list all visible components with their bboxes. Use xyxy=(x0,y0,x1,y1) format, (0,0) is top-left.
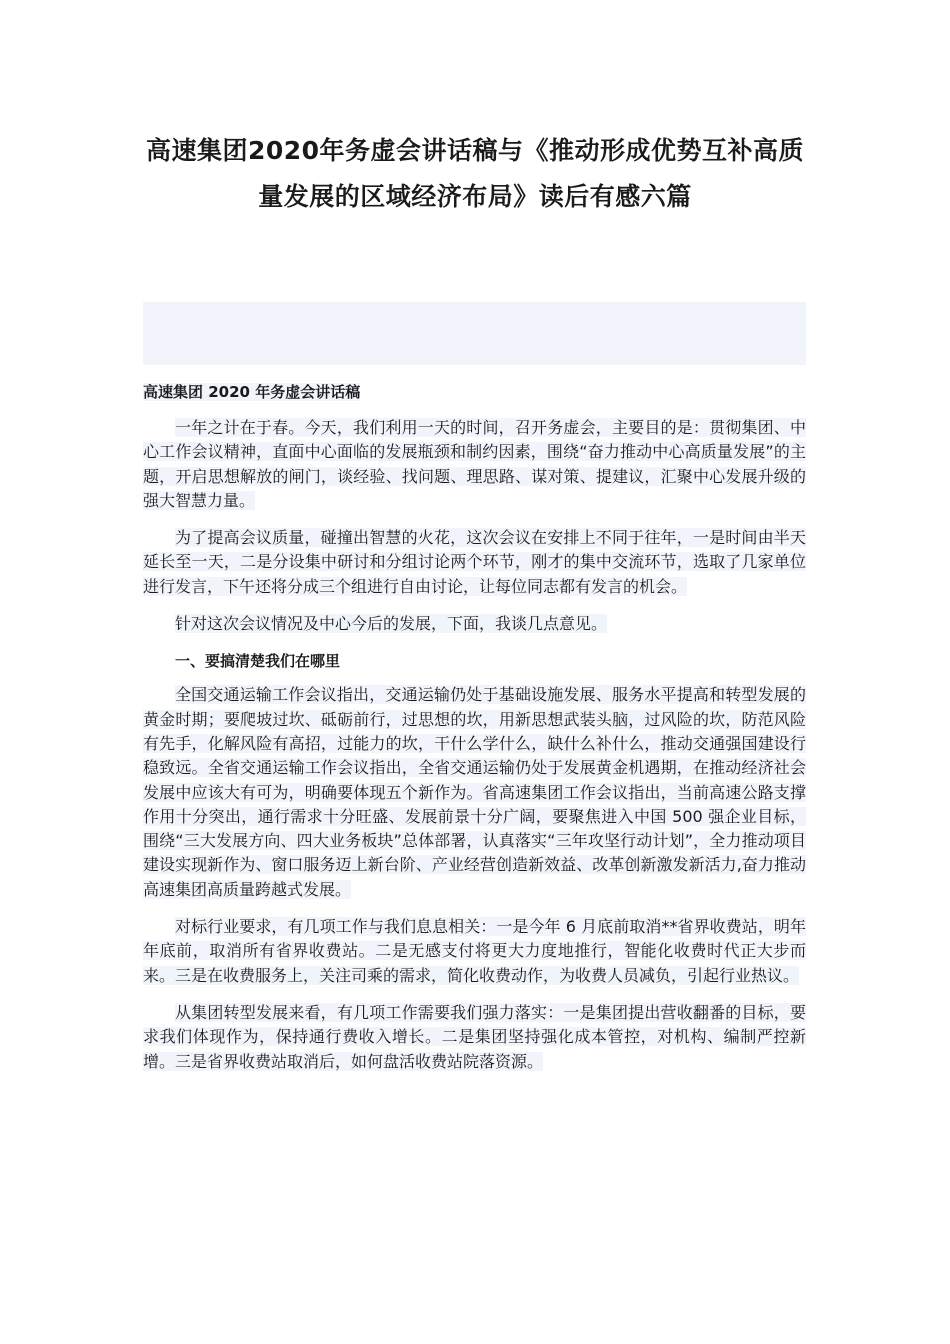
section-heading: 高速集团 2020 年务虚会讲话稿 xyxy=(143,383,361,401)
paragraph-3: 针对这次会议情况及中心今后的发展，下面，我谈几点意见。 xyxy=(175,614,608,634)
paragraph-1: 一年之计在于春。今天，我们利用一天的时间，召开务虚会，主要目的是：贯彻集团、中心工作会议精神，直面中心面临的发展瓶颈和制约因素，围绕“奋力推动中心高质量发展”的主题，开启思想解放的闸门，谈经验、找问题、理思路、谋对策、提建议，汇聚中心发展升级的强大智慧力量。 xyxy=(143,418,806,510)
page-title: 高速集团2020年务虚会讲话稿与《推动形成优势互补高质量发展的区域经济布局》读后有感六篇 xyxy=(145,136,805,211)
document-body xyxy=(143,380,806,1087)
paragraph-2: 为了提高会议质量，碰撞出智慧的火花，这次会议在安排上不同于往年，一是时间由半天延长至一天，二是分设集中研讨和分组讨论两个环节，刚才的集中交流环节，选取了几家单位进行发言，下午还将分成三个组进行自由讨论，让每位同志都有发言的机会。 xyxy=(143,528,806,596)
sub-heading-1: 一、要搞清楚我们在哪里 xyxy=(175,652,341,671)
paragraph-4: 全国交通运输工作会议指出，交通运输仍处于基础设施发展、服务水平提高和转型发展的黄金时期；要爬坡过坎、砥砺前行，过思想的坎，用新思想武装头脑，过风险的坎，防范风险有先手，化解风险有高招，过能力的坎，干什么学什么，缺什么补什么，推动交通强国建设行稳致远。全省交通运输工作会议指出，全省交通运输仍处于发展黄金机遇期，在推动经济社会发展中应该大有可为，明确要体现五个新作为。省高速集团工作会议指出，当前高速公路支撑作用十分突出，通行需求十分旺盛、发展前景十分广阔，要聚焦进入中国 500 强企业目标，围绕“三大发展方向、四大业务板块”总体部署，认真落实“三年攻坚行动计划”，全力推动项目建设实现新作为、窗口服务迈上新台阶、产业经营创造新效益、改革创新激发新活力,奋力推动高速集团高质量跨越式发展。 xyxy=(143,685,806,899)
paragraph-6: 从集团转型发展来看，有几项工作需要我们强力落实：一是集团提出营收翻番的目标，要求我们体现作为，保持通行费收入增长。二是集团坚持强化成本管控，对机构、编制严控新增。三是省界收费站取消后，如何盘活收费站院落资源。 xyxy=(143,1002,806,1071)
paragraph-5: 对标行业要求，有几项工作与我们息息相关：一是今年 6 月底前取消**省界收费站，明年年底前，取消所有省界收费站。二是无感支付将更大力度地推行，智能化收费时代正大步而来。三是在收费服务上，关注司乘的需求，简化收费动作，为收费人员减负，引起行业热议。 xyxy=(143,917,806,985)
banner-placeholder xyxy=(143,302,806,365)
